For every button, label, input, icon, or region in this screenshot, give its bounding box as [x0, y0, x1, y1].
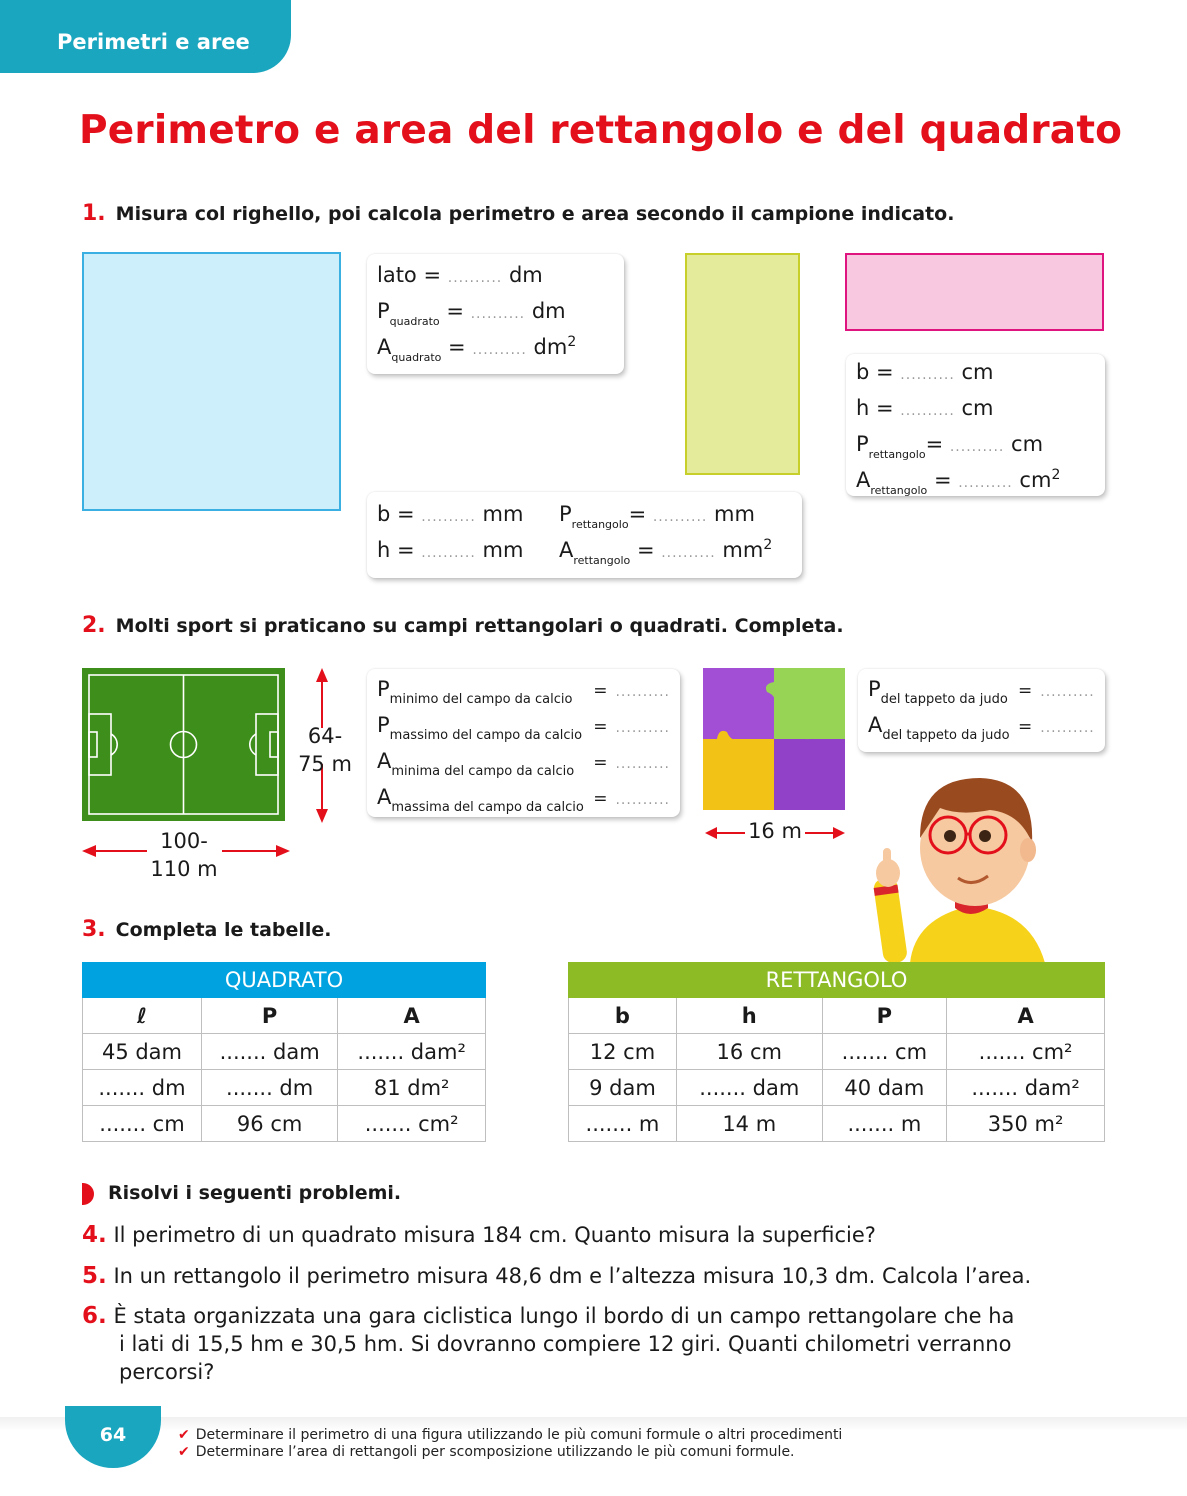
answer-blank[interactable]: ..........	[958, 475, 1013, 491]
answer-blank[interactable]: ..........	[421, 545, 476, 561]
problem-5: 5. In un rettangolo il perimetro misura 48,6 dm e l’altezza misura 10,3 dm. Calcola l’area.	[82, 1263, 1032, 1289]
table-cell[interactable]: ....... dam²	[338, 1034, 486, 1070]
column-header: P	[201, 998, 337, 1034]
exercise-2-instruction: 2. Molti sport si praticano su campi rettangolari o quadrati. Completa.	[82, 613, 844, 638]
table-row	[569, 1106, 1105, 1142]
answer-blank[interactable]: ..........	[1040, 720, 1095, 736]
table-cell: 350 m²	[947, 1106, 1105, 1142]
problem-6: 6. È stata organizzata una gara ciclistica lungo il bordo di un campo rettangolare che ha i lati di 15,5 hm e 30,5 hm. Si dovranno compiere 12 giri. Quanti chilometri verranno percorsi?	[82, 1303, 1015, 1384]
soccer-field-illustration	[82, 668, 285, 821]
answer-blank[interactable]: ..........	[1040, 684, 1095, 700]
answer-blank[interactable]: ..........	[615, 684, 670, 700]
answer-blank[interactable]: ..........	[900, 403, 955, 419]
answer-blank[interactable]: ..........	[615, 792, 670, 808]
formula-row: $P_{massimo del campo da calcio}$ = ..........	[377, 713, 670, 743]
square-answer-box: lato = .......... dm $P_{quadrato}$ = .......... dm $A_{quadrato}$ = .......... $dm^2$	[367, 254, 624, 374]
rectangle-table	[568, 962, 1105, 1142]
answer-blank[interactable]: ..........	[652, 509, 708, 525]
table-cell[interactable]: ....... cm²	[338, 1106, 486, 1142]
table-cell[interactable]: ....... dam	[676, 1070, 822, 1106]
problem-4: 4. Il perimetro di un quadrato misura 184 cm. Quanto misura la superficie?	[82, 1222, 876, 1248]
formula-row: $P_{minimo del campo da calcio}$ = ..........	[377, 677, 670, 707]
table-cell[interactable]: ....... cm	[83, 1106, 202, 1142]
pink-rectangle	[845, 253, 1104, 331]
boy-illustration	[870, 768, 1070, 963]
answer-blank[interactable]: ..........	[615, 720, 670, 736]
table-row	[569, 1034, 1105, 1070]
square-table-title: QUADRATO	[83, 963, 486, 998]
table-cell: 40 dam	[822, 1070, 947, 1106]
formula-row: $A_{minima del campo da calcio}$ = ..........	[377, 749, 670, 779]
table-cell: 16 cm	[676, 1034, 822, 1070]
field-length-label: 100- 110 m	[150, 829, 218, 881]
table-cell: 14 m	[676, 1106, 822, 1142]
column-header: b	[569, 998, 677, 1034]
page-title: Perimetro e area del rettangolo e del quadrato	[79, 108, 1123, 153]
answer-blank[interactable]: ..........	[421, 509, 476, 525]
table-cell[interactable]: ....... cm	[822, 1034, 947, 1070]
blue-square	[82, 252, 341, 511]
formula-row: $A_{del tappeto da judo}$ = ..........	[868, 713, 1095, 743]
answer-blank[interactable]: ..........	[472, 342, 527, 358]
square-table	[82, 962, 486, 1142]
table-cell[interactable]: ....... cm²	[947, 1034, 1105, 1070]
answer-blank[interactable]: ..........	[900, 367, 955, 383]
formula-row: $A_{massima del campo da calcio}$ = ..........	[377, 785, 670, 815]
column-header: P	[822, 998, 947, 1034]
table-cell[interactable]: ....... m	[569, 1106, 677, 1142]
column-header: A	[947, 998, 1105, 1034]
table-row	[83, 1106, 486, 1142]
table-cell[interactable]: ....... dm	[83, 1070, 202, 1106]
table-cell[interactable]: ....... dam	[201, 1034, 337, 1070]
table-cell: 12 cm	[569, 1034, 677, 1070]
answer-blank[interactable]: ..........	[470, 306, 526, 322]
exercise-3-instruction: 3. Completa le tabelle.	[82, 917, 332, 942]
problems-intro: Risolvi i seguenti problemi.	[108, 1182, 402, 1204]
table-cell[interactable]: ....... m	[822, 1106, 947, 1142]
answer-blank[interactable]: ..........	[615, 756, 670, 772]
table-cell: 9 dam	[569, 1070, 677, 1106]
green-rectangle	[685, 253, 800, 475]
green-rectangle-answer-box: b = .......... mm h = .......... mm $P_{rettangolo}=$ .......... mm $A_{rettangolo}$ = .......... $mm^2$	[367, 492, 802, 578]
judo-answer-box	[858, 669, 1105, 752]
column-header: h	[676, 998, 822, 1034]
column-header: A	[338, 998, 486, 1034]
section-tab: Perimetri e aree	[0, 0, 291, 73]
table-row	[83, 1034, 486, 1070]
pink-rectangle-answer-box: b = .......... cm h = .......... cm $P_{rettangolo}=$ .......... cm $A_{rettangolo}$ = .......... $cm^2$	[846, 354, 1105, 496]
table-cell: 96 cm	[201, 1106, 337, 1142]
exercise-number: 1.	[82, 201, 106, 226]
judo-mat-illustration	[703, 668, 845, 810]
soccer-answer-box	[367, 669, 680, 817]
answer-blank[interactable]: ..........	[949, 439, 1005, 455]
exercise-1-instruction: 1. Misura col righello, poi calcola perimetro e area secondo il campione indicato.	[82, 201, 955, 226]
table-cell[interactable]: ....... dam²	[947, 1070, 1105, 1106]
bullet-marker	[82, 1183, 94, 1205]
judo-width-label: 16 m	[748, 819, 802, 843]
rectangle-table-title: RETTANGOLO	[569, 963, 1105, 998]
learning-objectives: ✔ Determinare il perimetro di una figura utilizzando le più comuni formule o altri procedimenti ✔ Determinare l’area di rettangoli per scomposizione utilizzando le più comuni formule.	[178, 1427, 843, 1460]
formula-row: $P_{del tappeto da judo}$ = ..........	[868, 677, 1095, 707]
answer-blank[interactable]: ..........	[447, 270, 503, 286]
table-cell[interactable]: ....... dm	[201, 1070, 337, 1106]
answer-blank[interactable]: ..........	[661, 545, 716, 561]
table-row	[83, 1070, 486, 1106]
table-cell: 81 dm²	[338, 1070, 486, 1106]
page-number: 64	[65, 1406, 161, 1468]
field-width-label: 64- 75 m	[298, 724, 352, 776]
table-cell: 45 dam	[83, 1034, 202, 1070]
table-row	[569, 1070, 1105, 1106]
column-header: ℓ	[83, 998, 202, 1034]
